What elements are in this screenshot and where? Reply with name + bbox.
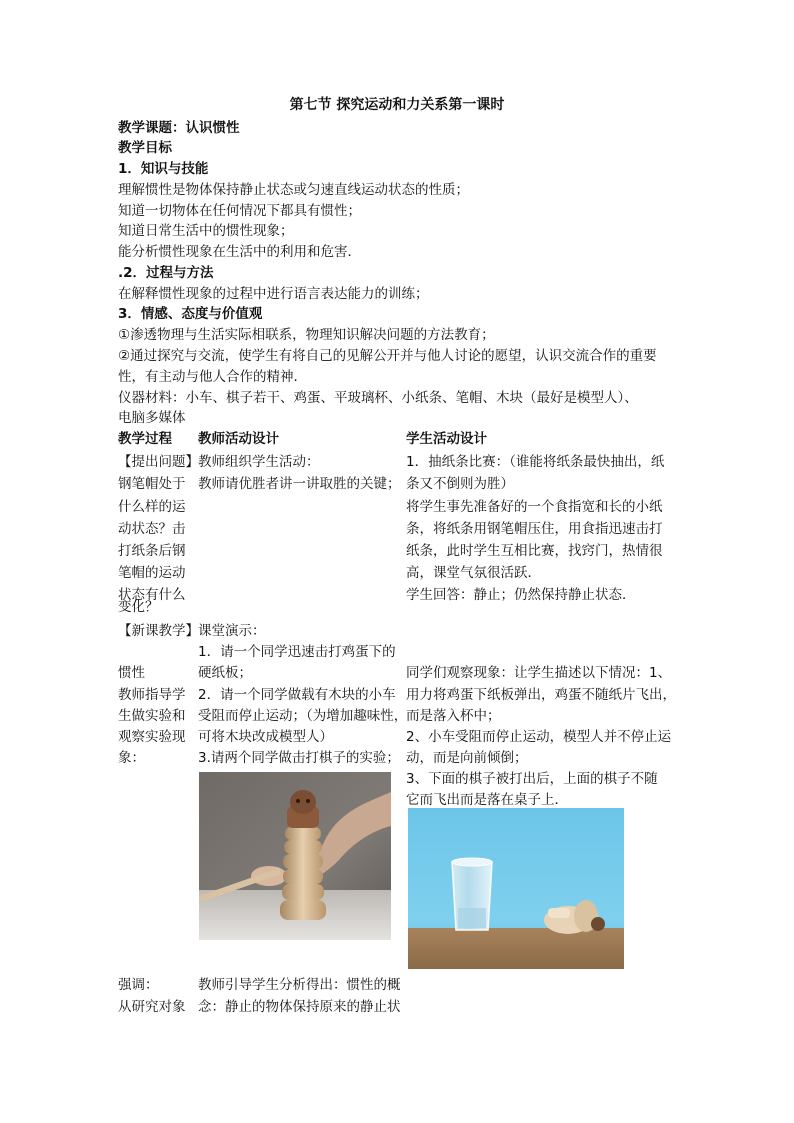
row2-process-line: 生做实验和 bbox=[118, 708, 186, 724]
lesson-topic: 教学课题：认识惯性 bbox=[118, 120, 240, 136]
section1-line: 能分析惯性现象在生活中的利用和危害． bbox=[118, 244, 361, 260]
row2-process-line: 惯性 bbox=[118, 665, 145, 681]
row3-teacher-line: 教师引导学生分析得出：惯性的概 bbox=[198, 977, 401, 993]
goals-heading: 教学目标 bbox=[118, 140, 172, 156]
row2-teacher-line: 硬纸板； bbox=[198, 665, 252, 681]
row1-student-line: 1．抽纸条比赛：（谁能将纸条最快抽出，纸 bbox=[406, 454, 665, 470]
row3-teacher-line: 念：静止的物体保持原来的静止状 bbox=[198, 999, 401, 1015]
section3-line: 性，有主动与他人合作的精神． bbox=[118, 369, 307, 385]
section1-line: 知道一切物体在任何情况下都具有惯性； bbox=[118, 203, 361, 219]
row2-teacher-line: 受阻而停止运动；（为增加趣味性， bbox=[198, 708, 408, 724]
section2-heading: .2．过程与方法 bbox=[118, 265, 214, 281]
row2-process-line: 象： bbox=[118, 750, 145, 766]
materials-line: 仪器材料：小车、棋子若干、鸡蛋、平玻璃杯、小纸条、笔帽、木块（最好是模型人）、 bbox=[118, 390, 638, 406]
chess-pieces-photo bbox=[199, 772, 391, 940]
page-title: 第七节 探究运动和力关系第一课时 bbox=[289, 97, 505, 113]
row1-student-line: 将学生事先准备好的一个食指宽和长的小纸 bbox=[406, 499, 663, 515]
chess-pieces-illustration bbox=[199, 772, 391, 940]
row2-student-line: 动，而是向前倾倒； bbox=[406, 750, 528, 766]
glass-car-illustration bbox=[408, 808, 624, 969]
row1-student-line: 高，课堂气氛很活跃． bbox=[406, 565, 541, 581]
row2-process-label: 【新课教学】 bbox=[118, 623, 199, 639]
header-student: 学生活动设计 bbox=[406, 431, 487, 447]
header-teacher: 教师活动设计 bbox=[198, 431, 279, 447]
row2-student-line: 而是落入杯中； bbox=[406, 708, 501, 724]
row2-student-line: 同学们观察现象：让学生描述以下情况：1、 bbox=[406, 665, 672, 681]
row1-student-line: 纸条，此时学生互相比赛，找窍门，热情很 bbox=[406, 543, 663, 559]
section1-heading: 1．知识与技能 bbox=[118, 161, 209, 177]
section3-line: ②通过探究与交流，使学生有将自己的见解公开并与他人讨论的愿望，认识交流合作的重要 bbox=[118, 348, 657, 364]
section1-line: 理解惯性是物体保持静止状态或匀速直线运动状态的性质； bbox=[118, 182, 469, 198]
header-process: 教学过程 bbox=[118, 431, 172, 447]
row1-student-line: 学生回答：静止；仍然保持静止状态． bbox=[406, 587, 636, 603]
row1-process-line: 笔帽的运动 bbox=[118, 565, 186, 581]
row1-teacher-line: 教师组织学生活动： bbox=[198, 454, 320, 470]
row2-student-line: 它而飞出而是落在桌子上． bbox=[406, 792, 568, 808]
row2-student-line: 2、小车受阻而停止运动，模型人并不停止运 bbox=[406, 729, 672, 745]
row1-student-line: 条，将纸条用钢笔帽压住，用食指迅速击打 bbox=[406, 521, 663, 537]
row2-teacher-line: 1．请一个同学迅速击打鸡蛋下的 bbox=[198, 644, 396, 660]
section1-line: 知道日常生活中的惯性现象； bbox=[118, 223, 294, 239]
row1-process-line: 打纸条后钢 bbox=[118, 543, 186, 559]
row2-teacher-line: 可将木块改成模型人） bbox=[198, 729, 333, 745]
row1-process-line: 状态有什么 bbox=[118, 587, 186, 603]
row1-process-line: 【提出问题】 bbox=[118, 454, 199, 470]
row3-process-line: 强调： bbox=[118, 977, 159, 993]
row1-process-line: 动状态？击 bbox=[118, 521, 186, 537]
row2-teacher-line: 2．请一个同学做载有木块的小车 bbox=[198, 687, 396, 703]
row2-process-line: 教师指导学 bbox=[118, 687, 186, 703]
glass-car-photo bbox=[408, 808, 624, 969]
row1-teacher-line: 教师请优胜者讲一讲取胜的关键； bbox=[198, 476, 401, 492]
row2-teacher-line: 3.请两个同学做击打棋子的实验； bbox=[198, 750, 400, 766]
row2-process-line: 观察实验现 bbox=[118, 729, 186, 745]
row2-student-line: 用力将鸡蛋下纸板弹出，鸡蛋不随纸片飞出， bbox=[406, 687, 676, 703]
row2-student-line: 3、下面的棋子被打出后，上面的棋子不随 bbox=[406, 771, 658, 787]
section2-line: 在解释惯性现象的过程中进行语言表达能力的训练； bbox=[118, 286, 429, 302]
section3-heading: 3．情感、态度与价值观 bbox=[118, 306, 263, 322]
row1-student-line: 条又不倒则为胜） bbox=[406, 476, 514, 492]
row1-process-line: 什么样的运 bbox=[118, 499, 186, 515]
materials-line: 电脑多媒体 bbox=[118, 410, 186, 426]
row1-process-line: 钢笔帽处于 bbox=[118, 476, 186, 492]
row2-teacher-intro: 课堂演示： bbox=[198, 623, 266, 639]
section3-line: ①渗透物理与生活实际相联系，物理知识解决问题的方法教育； bbox=[118, 327, 495, 343]
row3-process-line: 从研究对象 bbox=[118, 999, 186, 1015]
row1-process-line: 变化？ bbox=[118, 599, 159, 615]
